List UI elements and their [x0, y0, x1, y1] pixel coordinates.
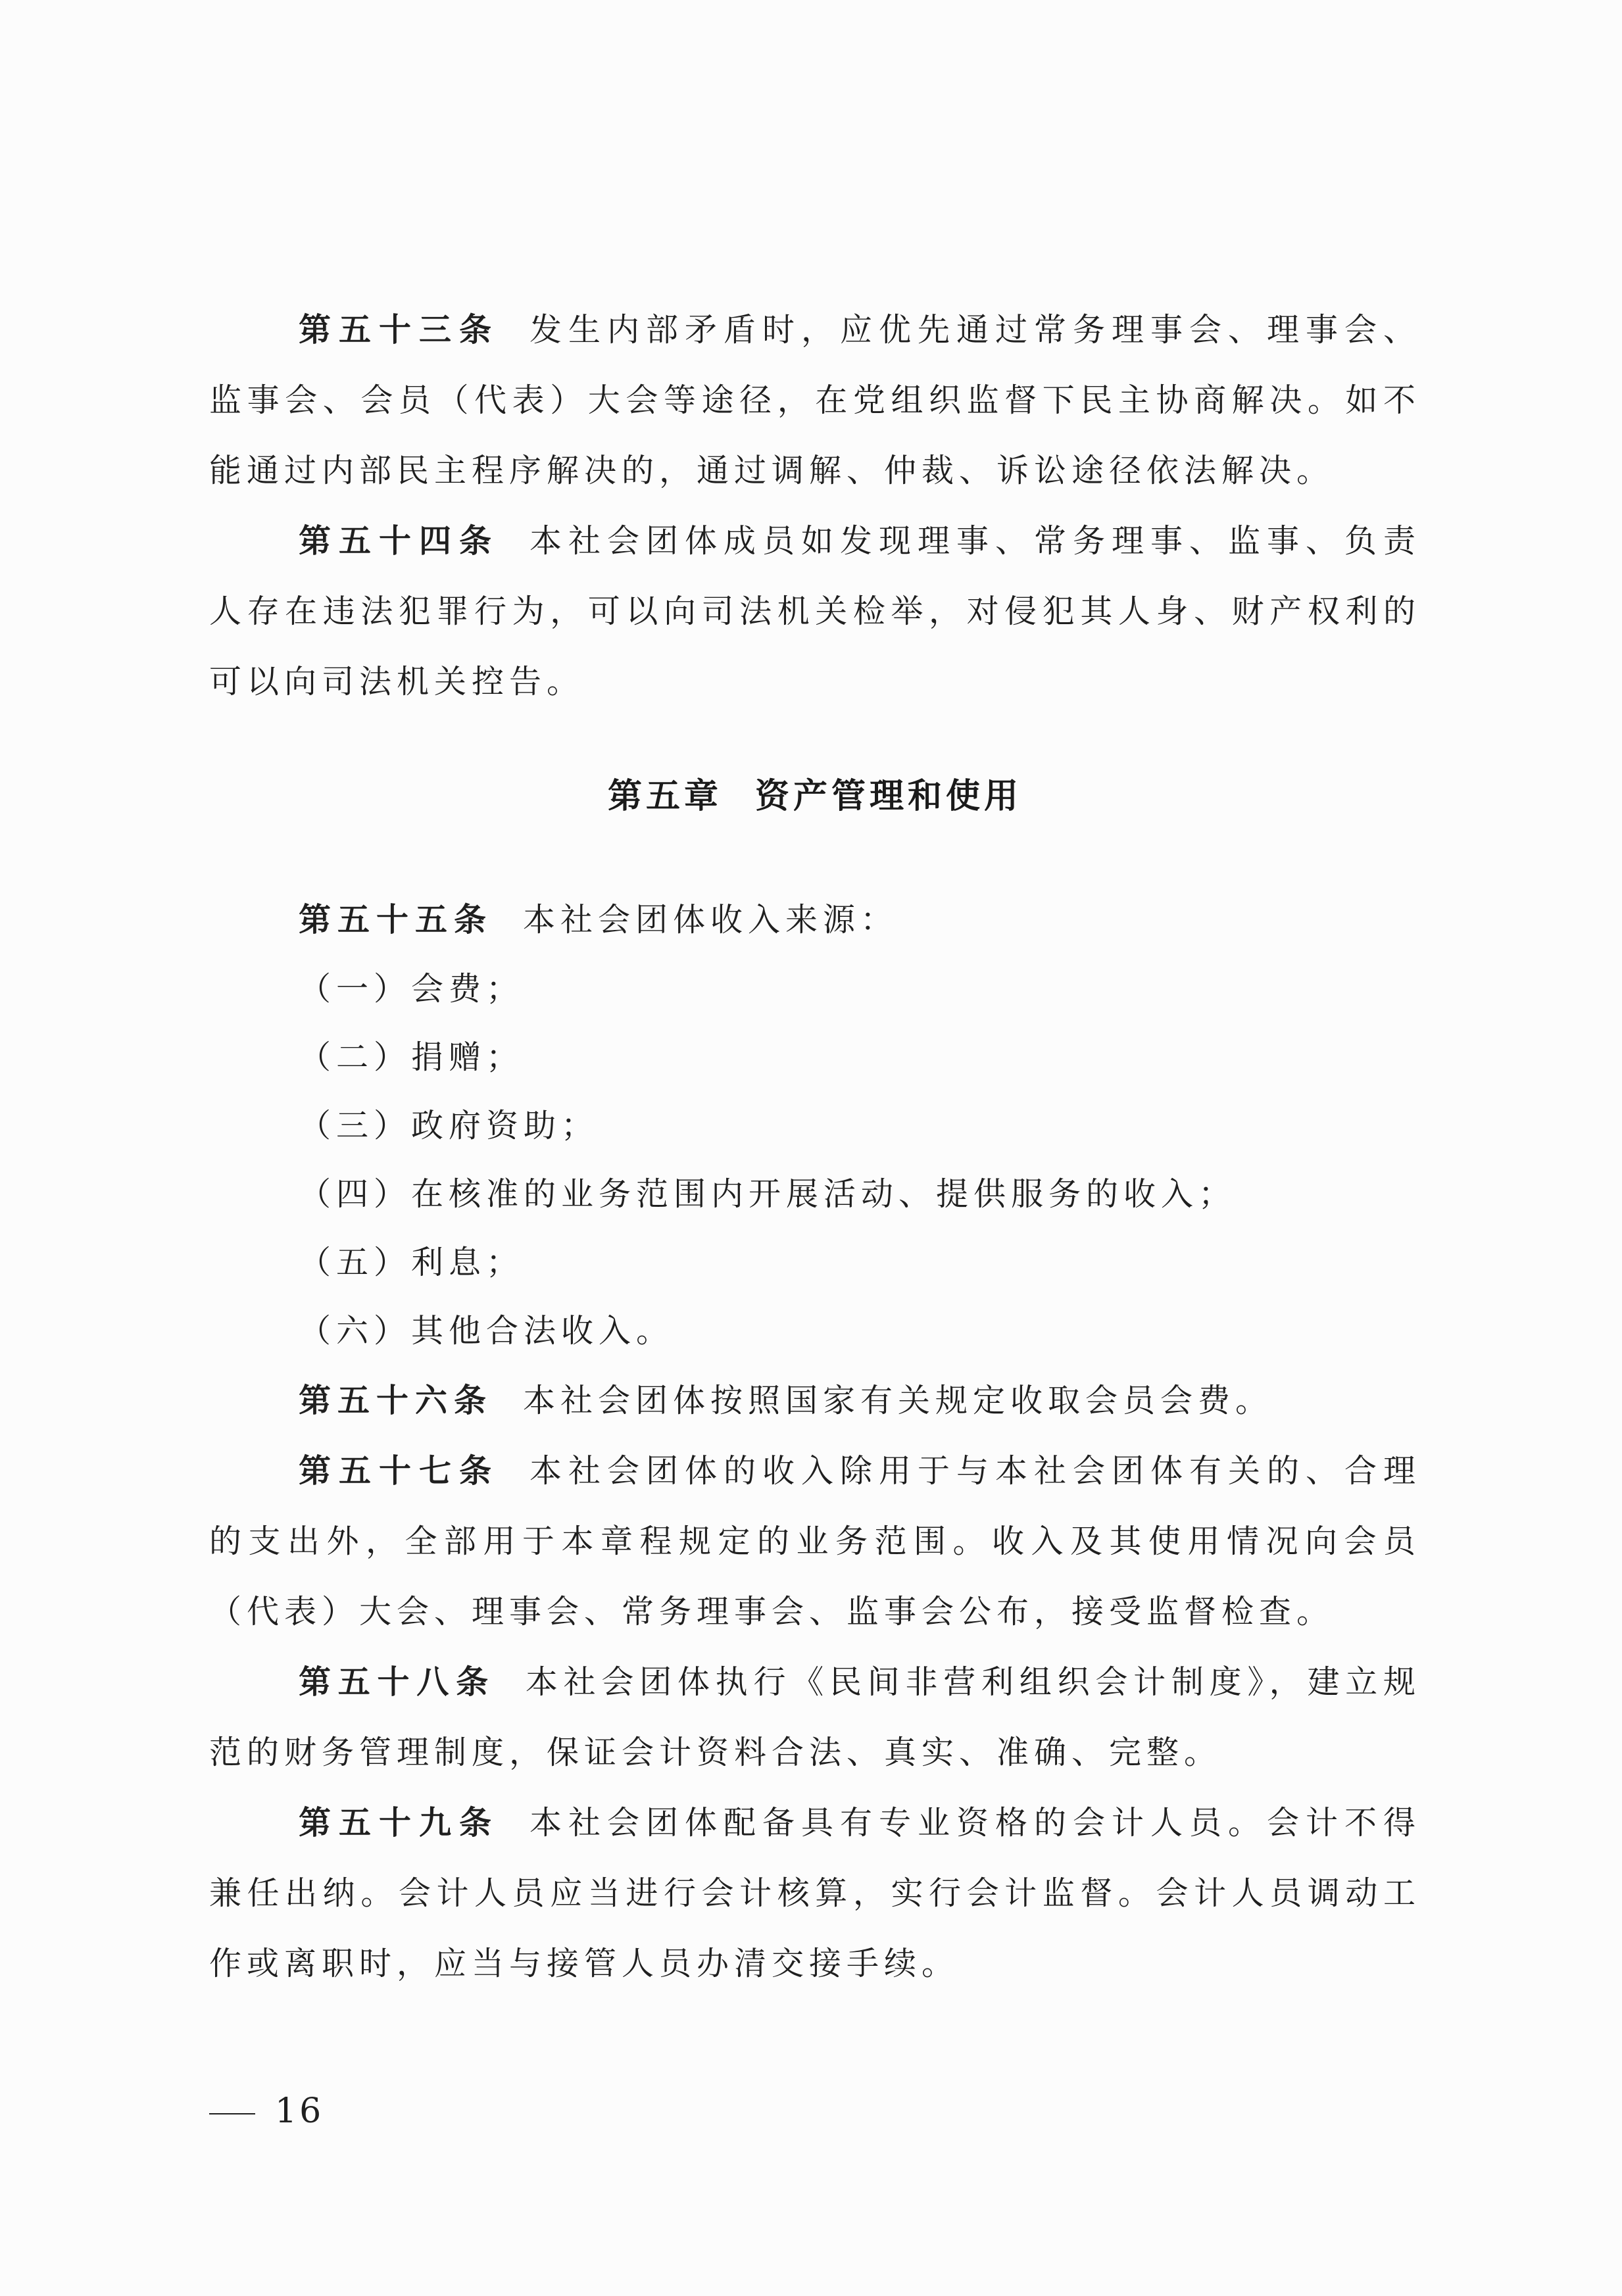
article-text: 本社会团体收入来源：	[523, 901, 898, 939]
article-label: 第五十三条	[299, 310, 499, 349]
article-text: 发生内部矛盾时，应优先通过常务理事会、理事会、监事会、会员（代表）大会等途径，在党组织监督下民主协商解决。如不能通过内部民主程序解决的，通过调解、仲裁、诉讼途径依法解决。	[209, 311, 1421, 489]
list-item: （二）捐赠；	[299, 1038, 524, 1076]
article-55	[209, 885, 1421, 955]
article-text: 本社会团体执行《民间非营利组织会计制度》，建立规范的财务管理制度，保证会计资料合法、真实、准确、完整。	[209, 1663, 1421, 1771]
article-label: 第五十四条	[299, 522, 499, 560]
list-item: （四）在核准的业务范围内开展活动、提供服务的收入；	[299, 1175, 1237, 1213]
article-label: 第五十七条	[299, 1452, 499, 1490]
page-number-value: 16	[275, 2091, 324, 2131]
page-content	[209, 295, 1421, 1999]
spacer	[209, 717, 1421, 762]
article-label: 第五十八条	[299, 1663, 495, 1701]
chapter-number: 第五章	[607, 777, 722, 816]
list-item: （六）其他合法收入。	[299, 1312, 674, 1350]
article-57	[209, 1436, 1421, 1647]
article-text: 本社会团体按照国家有关规定收取会员会费。	[523, 1382, 1273, 1419]
chapter-title: 资产管理和使用	[755, 777, 1023, 816]
article-label: 第五十六条	[299, 1381, 493, 1419]
article-text: 本社会团体配备具有专业资格的会计人员。会计不得兼任出纳。会计人员应当进行会计核算，实行会计监督。会计人员调动工作或离职时，应当与接管人员办清交接手续。	[209, 1804, 1421, 1982]
chapter-heading	[209, 762, 1421, 832]
list-item: （三）政府资助；	[299, 1107, 599, 1144]
page-number-dash	[209, 2113, 255, 2114]
article-text: 本社会团体成员如发现理事、常务理事、监事、负责人存在违法犯罪行为，可以向司法机关检举，对侵犯其人身、财产权利的可以向司法机关控告。	[209, 522, 1421, 700]
list-item: （五）利息；	[299, 1244, 524, 1281]
article-58	[209, 1647, 1421, 1788]
article-59	[209, 1788, 1421, 1999]
article-53	[209, 295, 1421, 506]
page-number	[209, 2091, 324, 2131]
spacer	[209, 832, 1421, 885]
article-label: 第五十九条	[299, 1803, 499, 1842]
article-56	[209, 1365, 1421, 1436]
article-text: 本社会团体的收入除用于与本社会团体有关的、合理的支出外，全部用于本章程规定的业务范围。收入及其使用情况向会员（代表）大会、理事会、常务理事会、监事会公布，接受监督检查。	[209, 1452, 1421, 1630]
list-item: （一）会费；	[299, 970, 524, 1008]
article-54	[209, 506, 1421, 717]
article-label: 第五十五条	[299, 900, 493, 939]
